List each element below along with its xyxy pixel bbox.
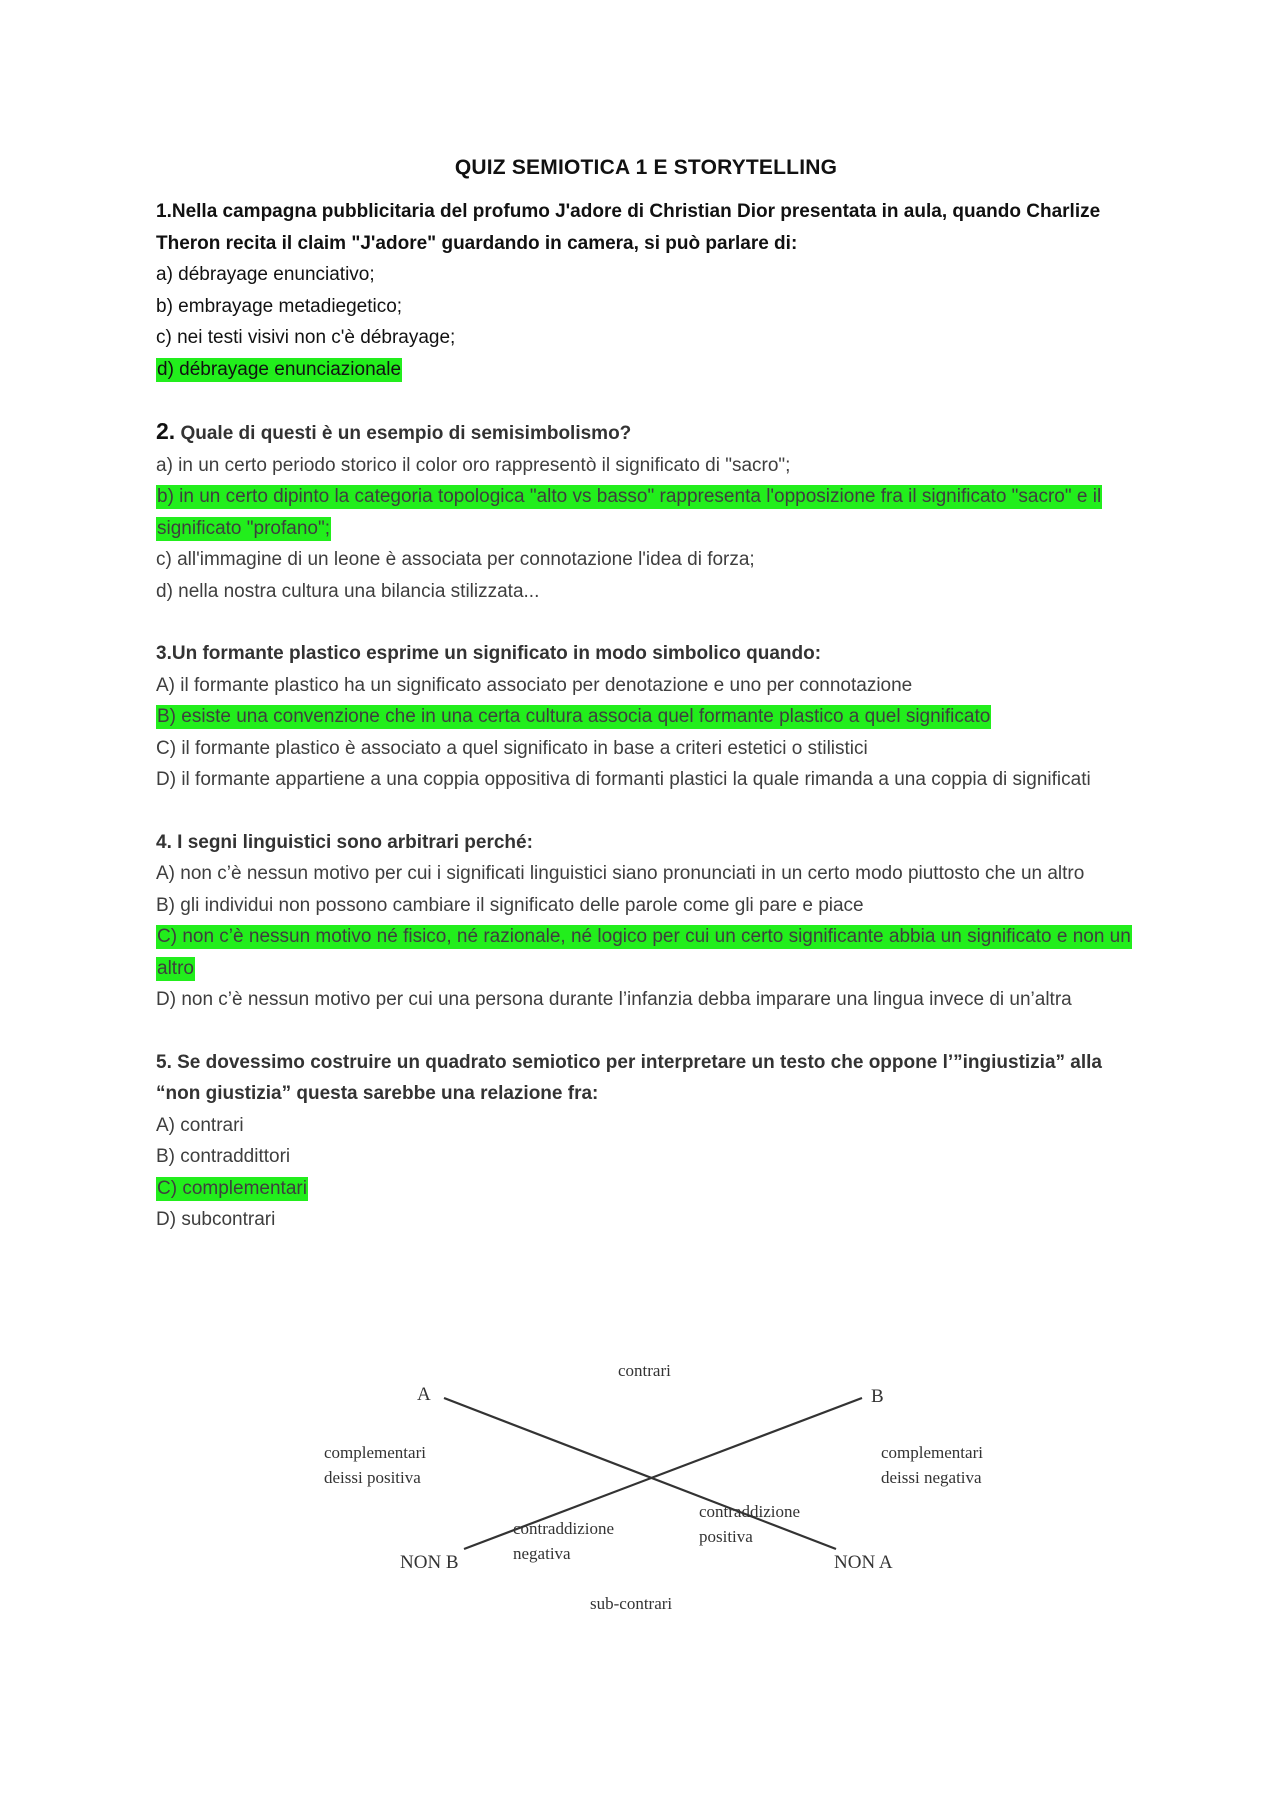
answer-option: A) non c’è nessun motivo per cui i significati linguistici siano pronunciati in un certo modo piuttosto che un altro xyxy=(156,863,1085,884)
answer-option: C) il formante plastico è associato a quel significato in base a criteri estetici o stilistici xyxy=(156,737,868,759)
diagonal-a-to-non-a xyxy=(444,1398,836,1549)
answer-option: b) embrayage metadiegetico; xyxy=(156,295,403,317)
label-non-a: NON A xyxy=(834,1552,893,1573)
label-complementari-right: complementari xyxy=(881,1443,983,1462)
document-page xyxy=(156,156,1136,1267)
document-title: QUIZ SEMIOTICA 1 E STORYTELLING xyxy=(454,156,838,179)
answer-option: c) nei testi visivi non c'è débrayage; xyxy=(156,327,456,348)
answer-option-correct: C) non c’è nessun motivo né fisico, né razionale, né logico per cui un certo significante abbia un significato e non un altro xyxy=(157,926,1131,979)
question-number: 4. xyxy=(156,831,172,853)
answer-option: B) contraddittori xyxy=(156,1146,291,1167)
label-contraddizione-positiva-2: positiva xyxy=(699,1527,753,1546)
answer-option: D) non c’è nessun motivo per cui una persona durante l’infanzia debba imparare una lingua invece di un’altra xyxy=(156,989,1072,1010)
question-2 xyxy=(156,416,1136,607)
answer-option-correct: C) complementari xyxy=(157,1177,307,1199)
answer-option: c) all'immagine di un leone è associata per connotazione l'idea di forza; xyxy=(156,549,755,570)
question-text: 4. I segni linguistici sono arbitrari perché: xyxy=(156,831,533,853)
answer-option: D) subcontrari xyxy=(156,1209,276,1230)
question-number: 2. xyxy=(156,418,176,444)
question-5 xyxy=(156,1047,1136,1236)
question-text: 5. Se dovessimo costruire un quadrato semiotico per interpretare un testo che oppone l’”ingiustizia” alla “non giustizia” questa sarebbe una relazione fra: xyxy=(156,1051,1102,1104)
answer-option: a) débrayage enunciativo; xyxy=(156,264,375,285)
answer-option: a) in un certo periodo storico il color oro rappresentò il significato di "sacro"; xyxy=(156,454,791,476)
question-3 xyxy=(156,638,1136,796)
question-1 xyxy=(156,196,1136,385)
label-complementari-left: complementari xyxy=(324,1443,426,1462)
label-contraddizione-negativa-1: contraddizione xyxy=(513,1519,615,1538)
question-number: 5. xyxy=(156,1051,172,1073)
label-sub-contrari: sub-contrari xyxy=(590,1594,673,1613)
label-deissi-positiva: deissi positiva xyxy=(324,1468,421,1487)
label-b: B xyxy=(871,1386,884,1407)
answer-option-correct: b) in un certo dipinto la categoria topologica "alto vs basso" rappresenta l'opposizione fra il significato "sacro" e il significato "profano"; xyxy=(157,486,1102,539)
answer-option: d) nella nostra cultura una bilancia stilizzata... xyxy=(156,580,540,602)
label-contraddizione-negativa-2: negativa xyxy=(513,1544,571,1563)
label-non-b: NON B xyxy=(400,1552,459,1573)
question-4 xyxy=(156,827,1136,1016)
label-a: A xyxy=(417,1384,431,1405)
label-contraddizione-positiva-1: contraddizione xyxy=(699,1502,801,1521)
answer-option-correct: d) débrayage enunciazionale xyxy=(157,358,402,380)
answer-option: A) il formante plastico ha un significato associato per denotazione e uno per connotazione xyxy=(156,674,913,696)
answer-option: B) gli individui non possono cambiare il significato delle parole come gli pare e piace xyxy=(156,894,864,916)
question-number: 3. xyxy=(156,643,172,664)
semiotic-square-diagram xyxy=(156,1340,1136,1640)
answer-option: D) il formante appartiene a una coppia oppositiva di formanti plastici la quale rimanda a una coppia di significati xyxy=(156,769,1091,790)
question-text: 1.Nella campagna pubblicitaria del profumo J'adore di Christian Dior presentata in aula, quando Charlize Theron recita il claim "J'adore" guardando in camera, si può parlare di: xyxy=(156,201,1101,254)
answer-option-correct: B) esiste una convenzione che in una certa cultura associa quel formante plastico a quel significato xyxy=(157,706,991,727)
label-deissi-negativa: deissi negativa xyxy=(881,1468,982,1487)
semiotic-square-svg xyxy=(156,1340,1136,1640)
label-contrari: contrari xyxy=(618,1361,671,1380)
answer-option: A) contrari xyxy=(156,1114,244,1136)
question-text: 3.Un formante plastico esprime un significato in modo simbolico quando: xyxy=(156,643,822,664)
question-text: 2. Quale di questi è un esempio di semisimbolismo? xyxy=(156,418,632,444)
question-number: 1. xyxy=(156,201,172,222)
